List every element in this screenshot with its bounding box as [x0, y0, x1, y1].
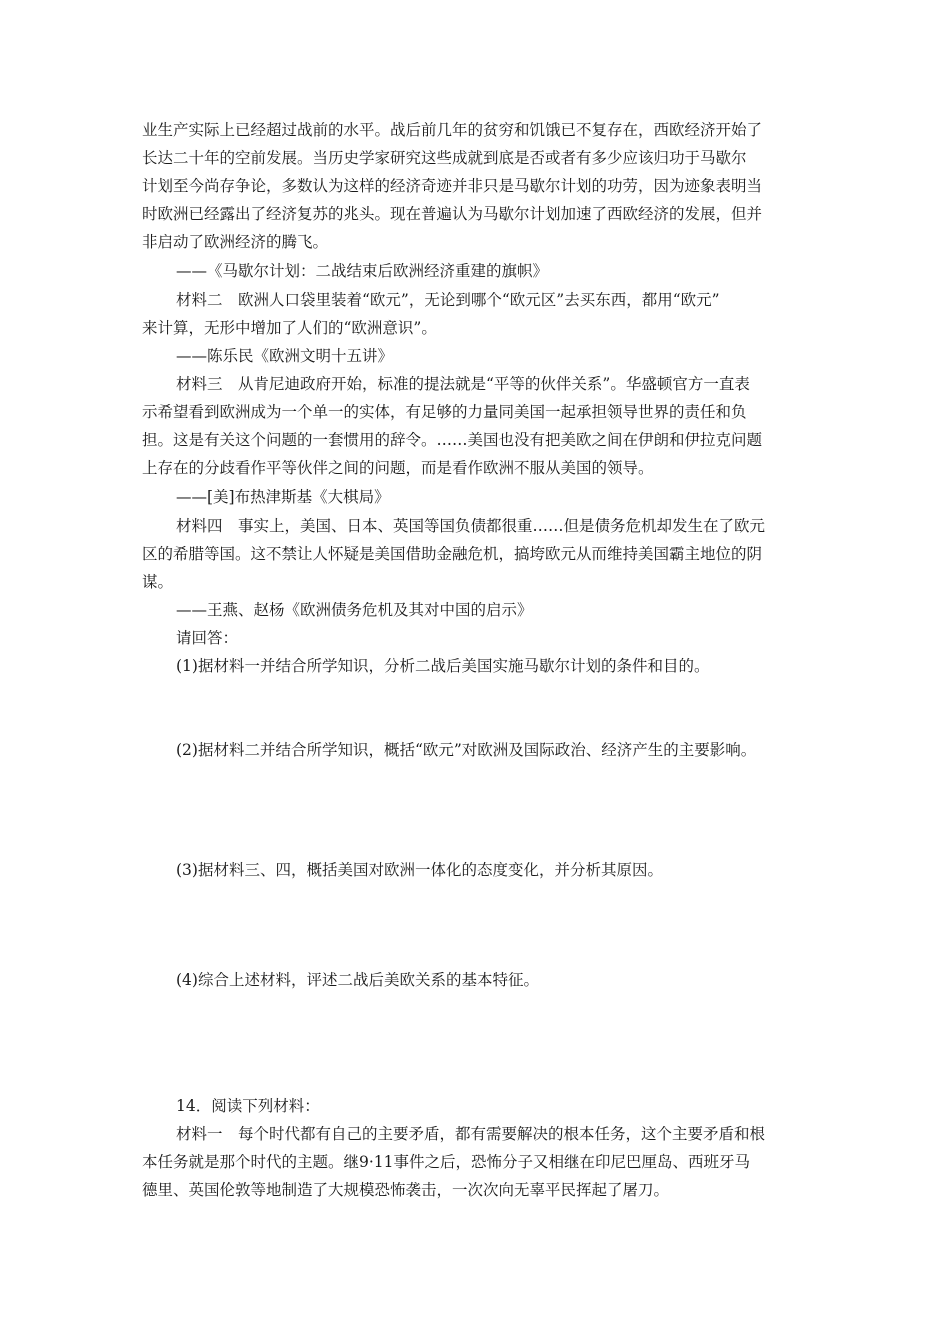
material-3-source: ——[美]布热津斯基《大棋局》 [176, 488, 390, 506]
text-line: 时欧洲已经露出了经济复苏的兆头。现在普遍认为马歇尔计划加速了西欧经济的发展，但并 [142, 205, 763, 223]
text-line: 非启动了欧洲经济的腾飞。 [142, 233, 329, 251]
text-line: 示希望看到欧洲成为一个单一的实体，有足够的力量同美国一起承担领导世界的责任和负 [142, 403, 747, 421]
text-line: 谋。 [142, 573, 174, 591]
text-line: 德里、英国伦敦等地制造了大规模恐怖袭击，一次次向无辜平民挥起了屠刀。 [142, 1181, 670, 1199]
text-line: 材料三 从肯尼迪政府开始，标准的提法就是“平等的伙伴关系”。华盛顿官方一直表 [176, 375, 750, 393]
question-3: (3)据材料三、四，概括美国对欧洲一体化的态度变化，并分析其原因。 [176, 861, 663, 879]
text-line: 材料一 每个时代都有自己的主要矛盾，都有需要解决的根本任务，这个主要矛盾和根 [176, 1125, 766, 1143]
text-line: 上存在的分歧看作平等伙伴之间的问题，而是看作欧洲不服从美国的领导。 [142, 459, 654, 477]
answer-prompt: 请回答： [176, 629, 239, 647]
text-line: 来计算，无形中增加了人们的“欧洲意识”。 [142, 319, 437, 337]
material-2-source: ——陈乐民《欧洲文明十五讲》 [176, 347, 394, 365]
text-line: 长达二十年的空前发展。当历史学家研究这些成就到底是否或者有多少应该归功于马歇尔 [142, 149, 747, 167]
text-line: 担。这是有关这个问题的一套惯用的辞令。……美国也没有把美欧之间在伊朗和伊拉克问题 [142, 431, 763, 449]
text-line: 材料二 欧洲人口袋里装着“欧元”，无论到哪个“欧元区”去买东西，都用“欧元” [176, 291, 720, 309]
question-1: (1)据材料一并结合所学知识，分析二战后美国实施马歇尔计划的条件和目的。 [176, 657, 710, 675]
text-line: 本任务就是那个时代的主题。继9·11事件之后，恐怖分子又相继在印尼巴厘岛、西班牙马 [142, 1153, 751, 1171]
material-1-source: ——《马歇尔计划：二战结束后欧洲经济重建的旗帜》 [176, 262, 549, 280]
question-4: (4)综合上述材料，评述二战后美欧关系的基本特征。 [176, 971, 539, 989]
text-line: 区的希腊等国。这不禁让人怀疑是美国借助金融危机，搞垮欧元从而维持美国霸主地位的阴 [142, 545, 763, 563]
question-14-title: 14．阅读下列材料： [176, 1097, 320, 1115]
text-line: 业生产实际上已经超过战前的水平。战后前几年的贫穷和饥饿已不复存在，西欧经济开始了 [142, 121, 763, 139]
material-4-source: ——王燕、赵杨《欧洲债务危机及其对中国的启示》 [176, 601, 533, 619]
text-line: 计划至今尚存争论，多数认为这样的经济奇迹并非只是马歇尔计划的功劳，因为迹象表明当 [142, 177, 763, 195]
text-line: 材料四 事实上，美国、日本、英国等国负债都很重……但是债务危机却发生在了欧元 [176, 517, 766, 535]
question-2: (2)据材料二并结合所学知识，概括“欧元”对欧洲及国际政治、经济产生的主要影响。 [176, 741, 757, 759]
